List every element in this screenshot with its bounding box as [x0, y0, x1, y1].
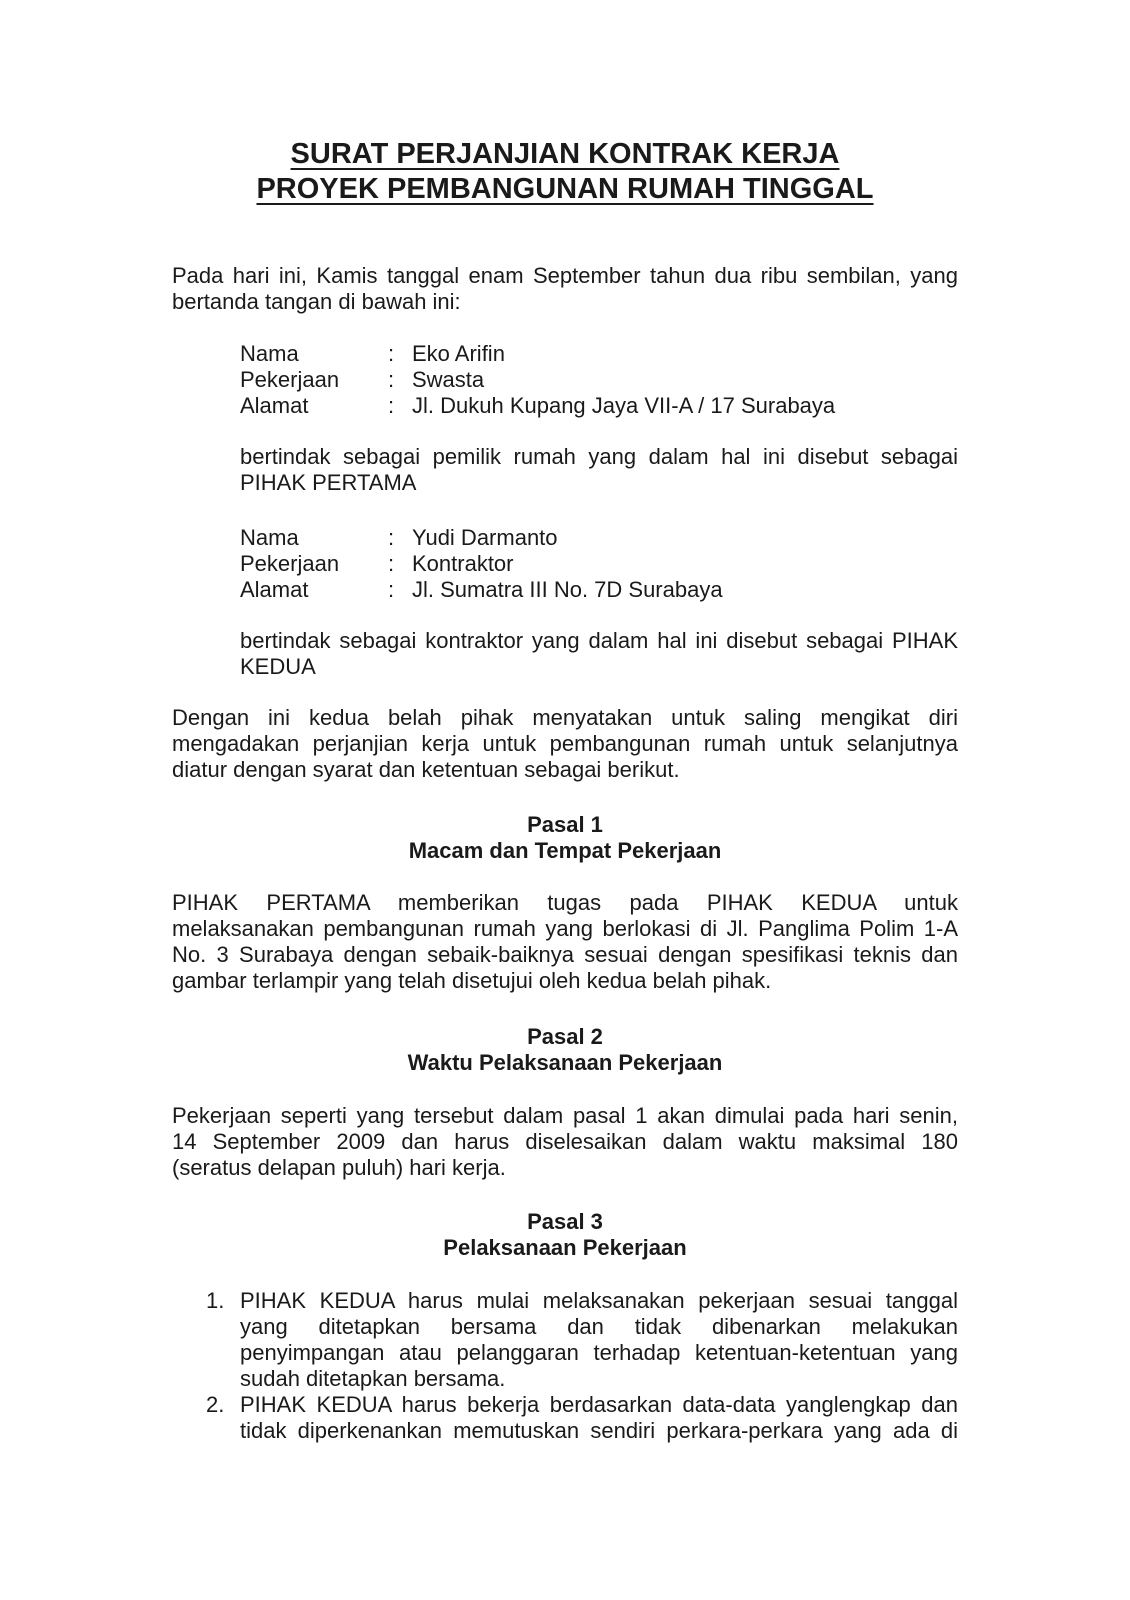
intro-line: Pada hari ini, Kamis tanggal enam September tahun dua ribu sembilan, yang: [172, 263, 958, 288]
pasal-1-line: gambar terlampir yang telah disetujui oleh kedua belah pihak.: [172, 968, 772, 993]
field-label: Pekerjaan: [240, 367, 340, 392]
party-2-role-line: bertindak sebagai kontraktor yang dalam hal ini disebut sebagai PIHAK: [240, 628, 958, 653]
field-colon: :: [388, 393, 395, 418]
list-item-line: tidak diperkenankan memutuskan sendiri perkara-perkara yang ada di: [240, 1418, 958, 1443]
party-2-role-line: KEDUA: [240, 654, 316, 679]
pasal-1-number: Pasal 1: [527, 812, 603, 837]
agreement-line: mengadakan perjanjian kerja untuk pembangunan rumah untuk selanjutnya: [172, 731, 958, 756]
pasal-3-number: Pasal 3: [527, 1209, 603, 1234]
field-label: Nama: [240, 525, 299, 550]
field-label: Alamat: [240, 393, 309, 418]
field-colon: :: [388, 367, 395, 392]
field-value: Jl. Sumatra III No. 7D Surabaya: [412, 577, 723, 602]
field-label: Nama: [240, 341, 299, 366]
pasal-2-number: Pasal 2: [527, 1024, 603, 1049]
field-value: Swasta: [412, 367, 485, 392]
list-item-line: sudah ditetapkan bersama.: [240, 1366, 506, 1391]
agreement-line: Dengan ini kedua belah pihak menyatakan untuk saling mengikat diri: [172, 705, 958, 730]
pasal-2-line: (seratus delapan puluh) hari kerja.: [172, 1155, 506, 1180]
party-1-role-line: bertindak sebagai pemilik rumah yang dalam hal ini disebut sebagai: [240, 444, 958, 469]
field-value: Kontraktor: [412, 551, 514, 576]
field-colon: :: [388, 525, 395, 550]
pasal-2-line: Pekerjaan seperti yang tersebut dalam pasal 1 akan dimulai pada hari senin,: [172, 1103, 958, 1128]
field-label: Alamat: [240, 577, 309, 602]
field-value: Jl. Dukuh Kupang Jaya VII-A / 17 Surabaya: [412, 393, 836, 418]
document-title-line-1: SURAT PERJANJIAN KONTRAK KERJA: [290, 138, 840, 170]
agreement-line: diatur dengan syarat dan ketentuan sebagai berikut.: [172, 757, 680, 782]
pasal-1-title: Macam dan Tempat Pekerjaan: [408, 838, 722, 863]
pasal-3-title: Pelaksanaan Pekerjaan: [443, 1235, 687, 1260]
field-colon: :: [388, 341, 395, 366]
pasal-1-line: PIHAK PERTAMA memberikan tugas pada PIHAK KEDUA untuk: [172, 890, 958, 915]
list-item-line: PIHAK KEDUA harus mulai melaksanakan pekerjaan sesuai tanggal: [240, 1288, 958, 1313]
pasal-2-title: Waktu Pelaksanaan Pekerjaan: [407, 1050, 723, 1075]
pasal-1-line: No. 3 Surabaya dengan sebaik-baiknya sesuai dengan spesifikasi teknis dan: [172, 942, 958, 967]
list-item-line: PIHAK KEDUA harus bekerja berdasarkan data-data yanglengkap dan: [240, 1392, 958, 1417]
intro-line: bertanda tangan di bawah ini:: [172, 289, 461, 314]
list-item-marker: 2.: [206, 1392, 225, 1417]
list-item-line: penyimpangan atau pelanggaran terhadap ketentuan-ketentuan yang: [240, 1340, 958, 1365]
pasal-1-line: melaksanakan pembangunan rumah yang berlokasi di Jl. Panglima Polim 1-A: [172, 916, 958, 941]
field-value: Yudi Darmanto: [412, 525, 558, 550]
field-value: Eko Arifin: [412, 341, 505, 366]
party-1-role-line: PIHAK PERTAMA: [240, 470, 417, 495]
document-title-line-2: PROYEK PEMBANGUNAN RUMAH TINGGAL: [256, 173, 874, 205]
list-item-marker: 1.: [206, 1288, 225, 1313]
field-colon: :: [388, 551, 395, 576]
field-label: Pekerjaan: [240, 551, 340, 576]
pasal-2-line: 14 September 2009 dan harus diselesaikan dalam waktu maksimal 180: [172, 1129, 958, 1154]
field-colon: :: [388, 577, 395, 602]
list-item-line: yang ditetapkan bersama dan tidak dibenarkan melakukan: [240, 1314, 958, 1339]
